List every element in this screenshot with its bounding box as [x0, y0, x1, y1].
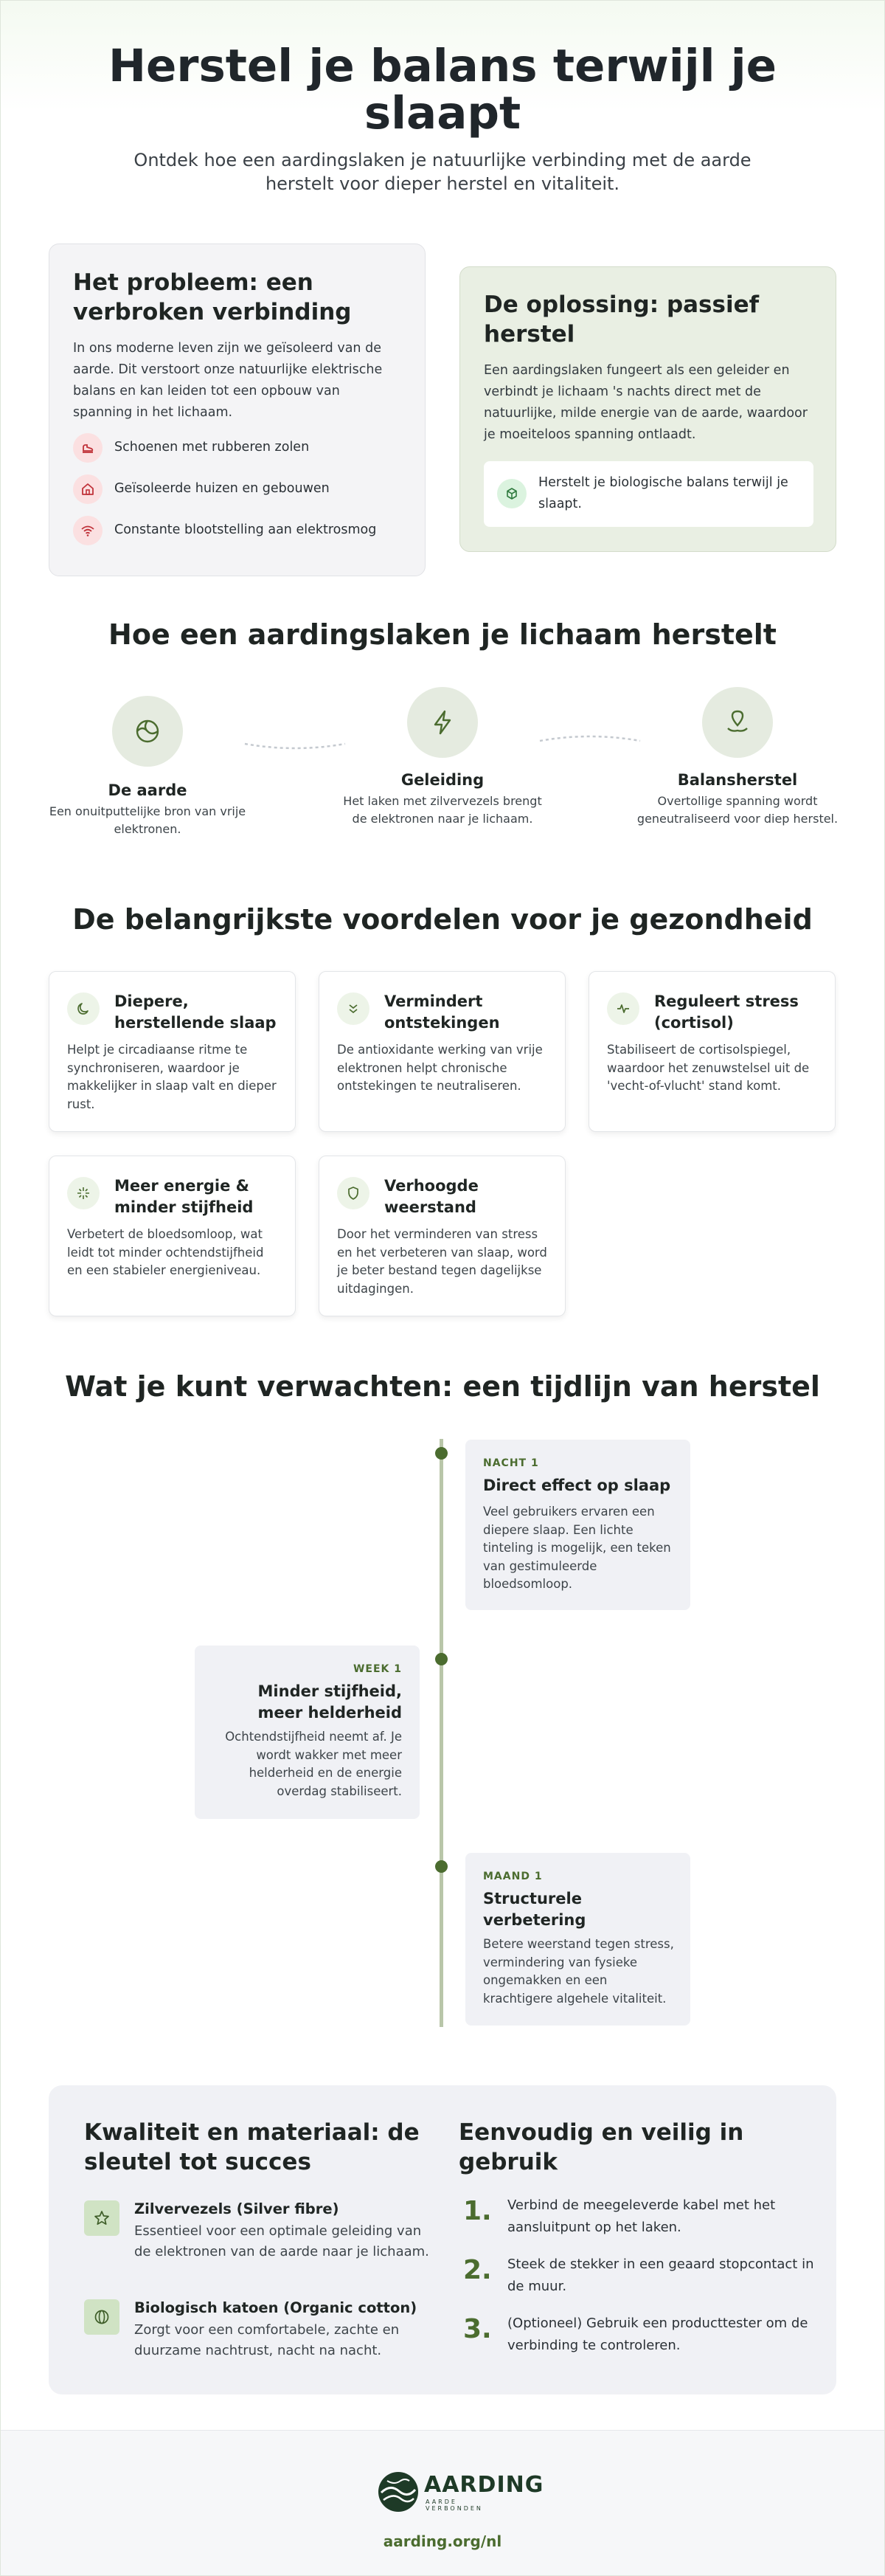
- how-section-title: Hoe een aardingslaken je lichaam herstelt: [108, 618, 777, 651]
- earth-icon: [112, 696, 183, 767]
- benefit-card: [319, 1156, 566, 1316]
- solution-highlight: [484, 461, 813, 527]
- benefit-card: [319, 971, 566, 1132]
- benefit-description: De antioxidante werking van vrije elektronen helpt chronische ontstekingen te neutraliseren.: [337, 1043, 543, 1093]
- hero-subtitle: Ontdek hoe een aardingslaken je natuurlijke verbinding met de aarde herstelt voor dieper herstel en vitaliteit.: [133, 150, 752, 194]
- moon-icon: [67, 992, 100, 1025]
- shoe-icon: [73, 433, 103, 463]
- step-description: Het laken met zilvervezels brengt de elektronen naar je lichaam.: [343, 794, 542, 826]
- timeline-dot: [435, 1447, 448, 1460]
- usage-step-number: 3.: [463, 2314, 492, 2344]
- pulse-icon: [607, 992, 639, 1025]
- problem-item-label: Geïsoleerde huizen en gebouwen: [114, 481, 330, 496]
- globe-icon: [84, 2299, 119, 2335]
- lightning-icon: [407, 687, 478, 758]
- star-icon: [84, 2200, 119, 2236]
- wifi-icon: [73, 516, 103, 545]
- footer: [1, 2430, 884, 2575]
- problem-item: [73, 433, 398, 463]
- quality-item-description: Zorgt voor een comfortabele, zachte en duurzame nachtrust, nacht na nacht.: [134, 2322, 400, 2358]
- step-title: Balansherstel: [677, 771, 798, 789]
- problem-item-label: Schoenen met rubberen zolen: [114, 440, 310, 455]
- timeline-line: [440, 1439, 443, 2027]
- timeline-label: MAAND 1: [483, 1871, 543, 1882]
- benefit-title: Reguleert stress (cortisol): [654, 992, 799, 1032]
- problem-item: [73, 516, 398, 545]
- benefit-description: Verbetert de bloedsomloop, wat leidt tot minder ochtendstijfheid en een stabieler energieniveau.: [67, 1227, 264, 1277]
- double-chevron-icon: [337, 992, 369, 1025]
- brand-logo[interactable]: [377, 2469, 544, 2515]
- timeline-card: [195, 1646, 420, 1819]
- usage-step-text: Steek de stekker in een geaard stopcontact in de muur.: [507, 2256, 814, 2294]
- step-title: Geleiding: [400, 771, 485, 789]
- problem-card: [49, 244, 426, 576]
- solution-title: De oplossing: passief herstel: [484, 291, 760, 348]
- timeline-card: [465, 1440, 690, 1610]
- usage-step-number: 1.: [463, 2196, 492, 2226]
- benefit-title: Meer energie & minder stijfheid: [114, 1177, 254, 1216]
- timeline-title: Direct effect op slaap: [483, 1477, 671, 1494]
- footer-website-link[interactable]: aarding.org/nl: [383, 2532, 502, 2550]
- benefit-description: Stabiliseert de cortisolspiegel, waardoor het zenuwstelsel uit de 'vecht-of-vlucht' stand komt.: [607, 1043, 810, 1093]
- problem-title: Het probleem: een verbroken verbinding: [73, 269, 352, 325]
- problem-description: In ons moderne leven zijn we geïsoleerd van de aarde. Dit verstoort onze natuurlijke elektrische balans en kan leiden tot een opbouw van spanning in het lichaam.: [73, 341, 383, 420]
- step-connector: [538, 731, 642, 745]
- timeline-dot: [435, 1653, 448, 1665]
- timeline-description: Veel gebruikers ervaren een diepere slaap. Een lichte tinteling is mogelijk, een teken van gestimuleerde bloedsomloop.: [483, 1505, 671, 1591]
- step-description: Een onuitputtelijke bron van vrije elektronen.: [49, 804, 246, 836]
- usage-step-text: (Optioneel) Gebruik een producttester om de verbinding te controleren.: [507, 2316, 808, 2353]
- quality-title: Kwaliteit en materiaal: de sleutel tot succes: [84, 2119, 420, 2175]
- timeline-label: WEEK 1: [353, 1663, 402, 1675]
- logo-wordmark: AARDING: [424, 2472, 544, 2498]
- benefit-title: Verhoogde weerstand: [384, 1177, 479, 1216]
- step-title: De aarde: [108, 781, 187, 799]
- quality-item-title: Zilvervezels (Silver fibre): [134, 2200, 339, 2217]
- quality-item-description: Essentieel voor een optimale geleiding van de elektronen van de aarde naar je lichaam.: [134, 2223, 429, 2259]
- step-description: Overtollige spanning wordt geneutraliseerd voor diep herstel.: [636, 794, 839, 826]
- sparkle-icon: [67, 1177, 100, 1209]
- timeline-label: NACHT 1: [483, 1457, 539, 1469]
- usage-step-text: Verbind de meegeleverde kabel met het aansluitpunt op het laken.: [507, 2197, 776, 2235]
- benefit-title: Vermindert ontstekingen: [384, 992, 500, 1032]
- benefit-card: [589, 971, 836, 1132]
- solution-description: Een aardingslaken fungeert als een geleider en verbindt je lichaam 's nachts direct met de natuurlijke, milde energie van de aarde, waardoor je moeiteloos spanning ontlaadt.: [484, 363, 808, 442]
- benefit-description: Helpt je circadiaanse ritme te synchroniseren, waardoor je makkelijker in slaap valt en dieper rust.: [67, 1043, 277, 1111]
- timeline-description: Betere weerstand tegen stress, vermindering van fysieke ongemakken en een krachtigere algehele vitaliteit.: [483, 1937, 674, 2006]
- logo-tagline: AARDE VERBONDEN: [426, 2499, 483, 2512]
- timeline-section-title: Wat je kunt verwachten: een tijdlijn van herstel: [65, 1370, 820, 1403]
- benefit-card: [49, 971, 296, 1132]
- timeline-title: Structurele verbetering: [483, 1890, 586, 1929]
- timeline-title: Minder stijfheid, meer helderheid: [257, 1682, 402, 1722]
- benefit-description: Door het verminderen van stress en het verbeteren van slaap, word je beter bestand tegen dagelijkse uitdagingen.: [337, 1227, 547, 1296]
- hero-title: Herstel je balans terwijl je slaapt: [108, 40, 777, 139]
- quality-usage-panel: [49, 2085, 836, 2394]
- logo-globe-icon: [377, 2470, 420, 2513]
- balance-icon: [702, 687, 773, 758]
- problem-item: [73, 474, 398, 504]
- usage-title: Eenvoudig en veilig in gebruik: [459, 2119, 744, 2175]
- solution-highlight-text: Herstelt je biologische balans terwijl je slaapt.: [538, 475, 788, 511]
- timeline-card: [465, 1853, 690, 2026]
- benefit-card: [49, 1156, 296, 1316]
- house-icon: [73, 474, 103, 504]
- step-connector: [243, 739, 347, 754]
- quality-item-title: Biologisch katoen (Organic cotton): [134, 2299, 417, 2316]
- timeline-dot: [435, 1860, 448, 1873]
- timeline-description: Ochtendstijfheid neemt af. Je wordt wakker met meer helderheid en de energie overdag stabiliseert.: [225, 1730, 402, 1798]
- problem-item-label: Constante blootstelling aan elektrosmog: [114, 522, 377, 537]
- benefits-section-title: De belangrijkste voordelen voor je gezondheid: [72, 903, 813, 936]
- shield-icon: [337, 1177, 369, 1209]
- cube-icon: [497, 479, 527, 508]
- solution-card: [459, 266, 836, 552]
- benefit-title: Diepere, herstellende slaap: [114, 992, 277, 1032]
- usage-step-number: 2.: [463, 2255, 492, 2285]
